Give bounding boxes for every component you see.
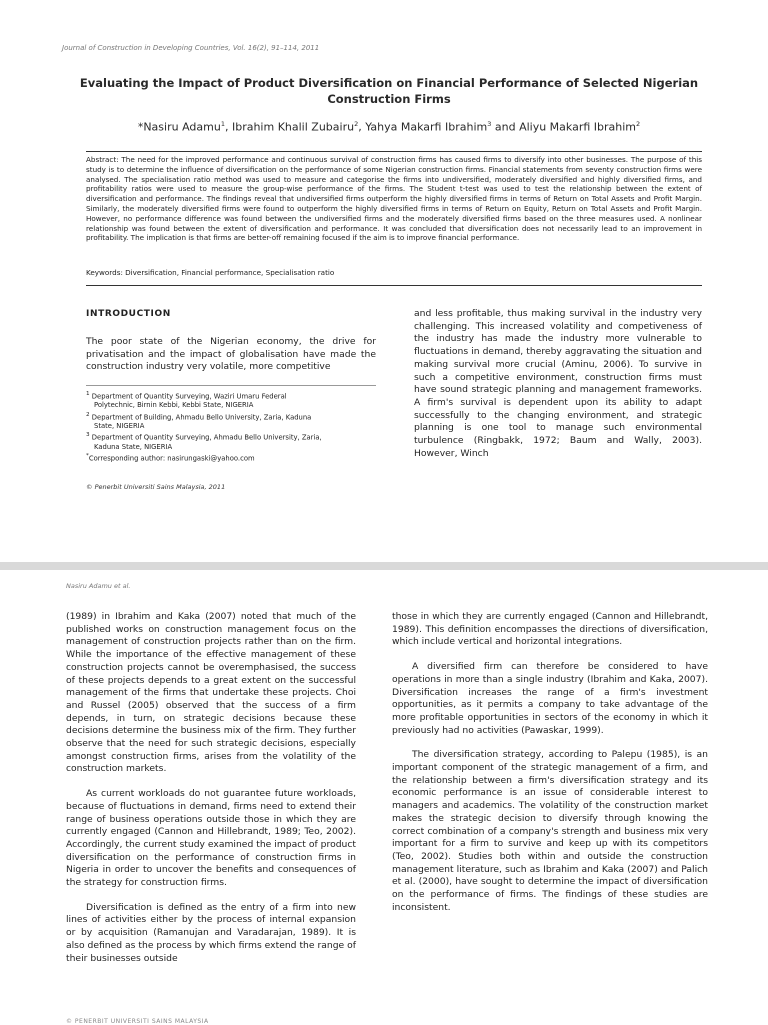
abstract-top-rule bbox=[86, 151, 702, 152]
author-name: Yahya Makarfi Ibrahim bbox=[365, 120, 488, 134]
intro-left-paragraph: The poor state of the Nigerian economy, the drive for privatisation and the impact of globalisation have made the construction industry very volatile, more competitive bbox=[86, 336, 376, 373]
footnote-text: Corresponding author: nasirungaski@yahoo.com bbox=[88, 454, 255, 463]
page2-left-column bbox=[66, 611, 356, 965]
journal-header: Journal of Construction in Developing Countries, Vol. 16(2), 91–114, 2011 bbox=[62, 44, 320, 52]
footnote-continuation: State, NIGERIA bbox=[94, 422, 145, 431]
body-paragraph: those in which they are currently engaged (Cannon and Hillebrandt, 1989). This definition encompasses the directions of diversification, which include vertical and horizontal integrations. bbox=[392, 611, 708, 648]
copyright-notice: © Penerbit Universiti Sains Malaysia, 2011 bbox=[86, 483, 226, 491]
paragraph-gap bbox=[66, 776, 356, 788]
footnote-text: Department of Quantity Surveying, Ahmadu Bello University, Zaria, bbox=[91, 433, 322, 442]
author-affiliation-mark: 2 bbox=[636, 120, 641, 128]
body-paragraph: As current workloads do not guarantee future workloads, because of fluctuations in demand, firms need to extend their range of business operations outside those in which they are currently engaged (Cannon and Hillebrandt, 1989; Teo, 2002). Accordingly, the current study examined the impact of product diversification on the performance of construction firms in Nigeria in order to uncover the benefits and consequences of the strategy for construction firms. bbox=[66, 788, 356, 889]
body-paragraph: A diversified firm can therefore be considered to have operations in more than a single industry (Ibrahim and Kaka, 2007). Diversification increases the range of a firm's investment opportunities, as it permits a company to take advantage of the more profitable opportunities in sectors of the economy in which it previously had no activities (Pawaskar, 1999). bbox=[392, 661, 708, 736]
footnote bbox=[86, 411, 376, 422]
body-paragraph: The diversification strategy, according to Palepu (1985), is an important component of the strategic management of a firm, and the relationship between a firm's diversification strategy and its economic performance is an issue of considerable interest to managers and academics. The volatility of the construction market makes the strategic decision to diversify through knowing the correct combination of a company's strength and business mix very important for a firm to survive and keep up with its competitors (Teo, 2002). Studies both within and outside the construction management literature, such as Ibrahim and Kaka (2007) and Palich et al. (2000), have sought to determine the impact of diversification on the performance of firms. The findings of these studies are inconsistent. bbox=[392, 749, 708, 913]
body-paragraph: Diversification is defined as the entry of a firm into new lines of activities either by the process of internal expansion or by acquisition (Ramanujan and Varadarajan, 1989). It is also defined as the process by which firms extend the range of their businesses outside bbox=[66, 901, 356, 964]
author-affiliation-mark: 3 bbox=[487, 120, 492, 128]
footnote-text: Department of Quantity Surveying, Waziri Umaru Federal bbox=[91, 392, 287, 401]
author-list: *Nasiru Adamu$^1$, Ibrahim Khalil Zubairu$^2$, Yahya Makarfi Ibrahim$^3$ and Aliyu Makarfi Ibrahim$^2$ bbox=[137, 120, 641, 134]
footnote-text: Department of Building, Ahmadu Bello University, Zaria, Kaduna bbox=[91, 412, 312, 421]
paragraph-gap bbox=[392, 649, 708, 661]
footnote-continuation: Kaduna State, NIGERIA bbox=[94, 442, 173, 451]
running-head: Nasiru Adamu et al. bbox=[66, 582, 131, 590]
paragraph-gap bbox=[66, 890, 356, 902]
footnote-mark: 2 bbox=[86, 411, 90, 418]
paper-title: Evaluating the Impact of Product Diversification on Financial Performance of Selected Nigerian Construction Firms bbox=[79, 76, 699, 106]
body-paragraph: (1989) in Ibrahim and Kaka (2007) noted that much of the published works on construction management focus on the management of construction projects rather than on the firm. While the importance of the effective management of these construction projects cannot be overemphasised, the success of these projects depends to a great extent on the successful management of the firms that undertake these projects. Choi and Russel (2005) observed that the success of a firm depends, in turn, on strategic decisions because these decisions determine the business mix of the firm. They further observe that the need for such strategic decisions, especially amongst construction firms, arises from the volatility of the construction markets. bbox=[66, 611, 356, 775]
author-name: Aliyu Makarfi Ibrahim bbox=[519, 120, 637, 134]
section-heading-introduction: INTRODUCTION bbox=[86, 309, 171, 319]
abstract: Abstract: The need for the improved performance and continuous survival of construction firms has caused firms to diversify into other businesses. The purpose of this study is to determine the influence of diversification on the performance of some Nigerian construction firms. Financial statements from seventy construction firms were analysed. The specialisation ratio method was used to measure and categorise the firms into undiversified, moderately diversified and highly diversified firms, and profitability ratios were used to measure the group-wise performance of the firms. The Student t-test was used to test the relationship between the extent of diversification and performance. The findings reveal that undiversified firms outperform the highly diversified firms in terms of Return on Total Assets and Profit Margin. Similarly, the moderately diversified firms were found to outperform the highly diversified firms in terms of Return on Equity, Return on Total Assets and Profit Margin. However, no performance difference was found between the undiversified firms and the moderately diversified firms based on the three measures used. A nonlinear relationship was found between the extent of diversification and performance. It was concluded that diversification does not necessarily lead to an improvement in profitability. The implication is that firms are better-off remaining focused if the aim is to improve financial performance. bbox=[86, 155, 702, 243]
page-separator bbox=[0, 562, 768, 570]
footnote bbox=[86, 431, 376, 442]
intro-right-paragraph: and less profitable, thus making survival in the industry very challenging. This increased volatility and competiveness of the industry has made the industry more vulnerable to fluctuations in demand, thereby aggravating the situation and making survival more crucial (Aminu, 2006). To survive in such a competitive environment, construction firms must have sound strategic planning and management frameworks. A firm's survival is dependent upon its ability to adapt successfully to the changing environment, and strategic planning is one tool to manage such environmental turbulence (Ringbakk, 1972; Baum and Wally, 2003). However, Winch bbox=[414, 308, 702, 459]
footnote-continuation: Polytechnic, Birnin Kebbi, Kebbi State, NIGERIA bbox=[94, 401, 254, 410]
author-affiliation-mark: 1 bbox=[220, 120, 225, 128]
author-name: *Nasiru Adamu bbox=[137, 120, 221, 134]
page2-right-column bbox=[392, 611, 708, 914]
footnote-rule bbox=[86, 385, 376, 386]
footnote-mark: 3 bbox=[86, 432, 90, 439]
footnote-mark: 1 bbox=[86, 391, 90, 397]
keywords: Keywords: Diversification, Financial performance, Specialisation ratio bbox=[86, 268, 335, 277]
author-name: Ibrahim Khalil Zubairu bbox=[231, 120, 355, 134]
footnote-mark: * bbox=[86, 453, 89, 460]
footnote bbox=[86, 452, 376, 463]
keywords-bottom-rule bbox=[86, 285, 702, 286]
footnotes bbox=[86, 390, 376, 463]
footnote bbox=[86, 390, 376, 401]
paragraph-gap bbox=[392, 737, 708, 749]
page-footer: © PENERBIT UNIVERSITI SAINS MALAYSIA bbox=[66, 1018, 209, 1025]
author-affiliation-mark: 2 bbox=[354, 120, 359, 128]
